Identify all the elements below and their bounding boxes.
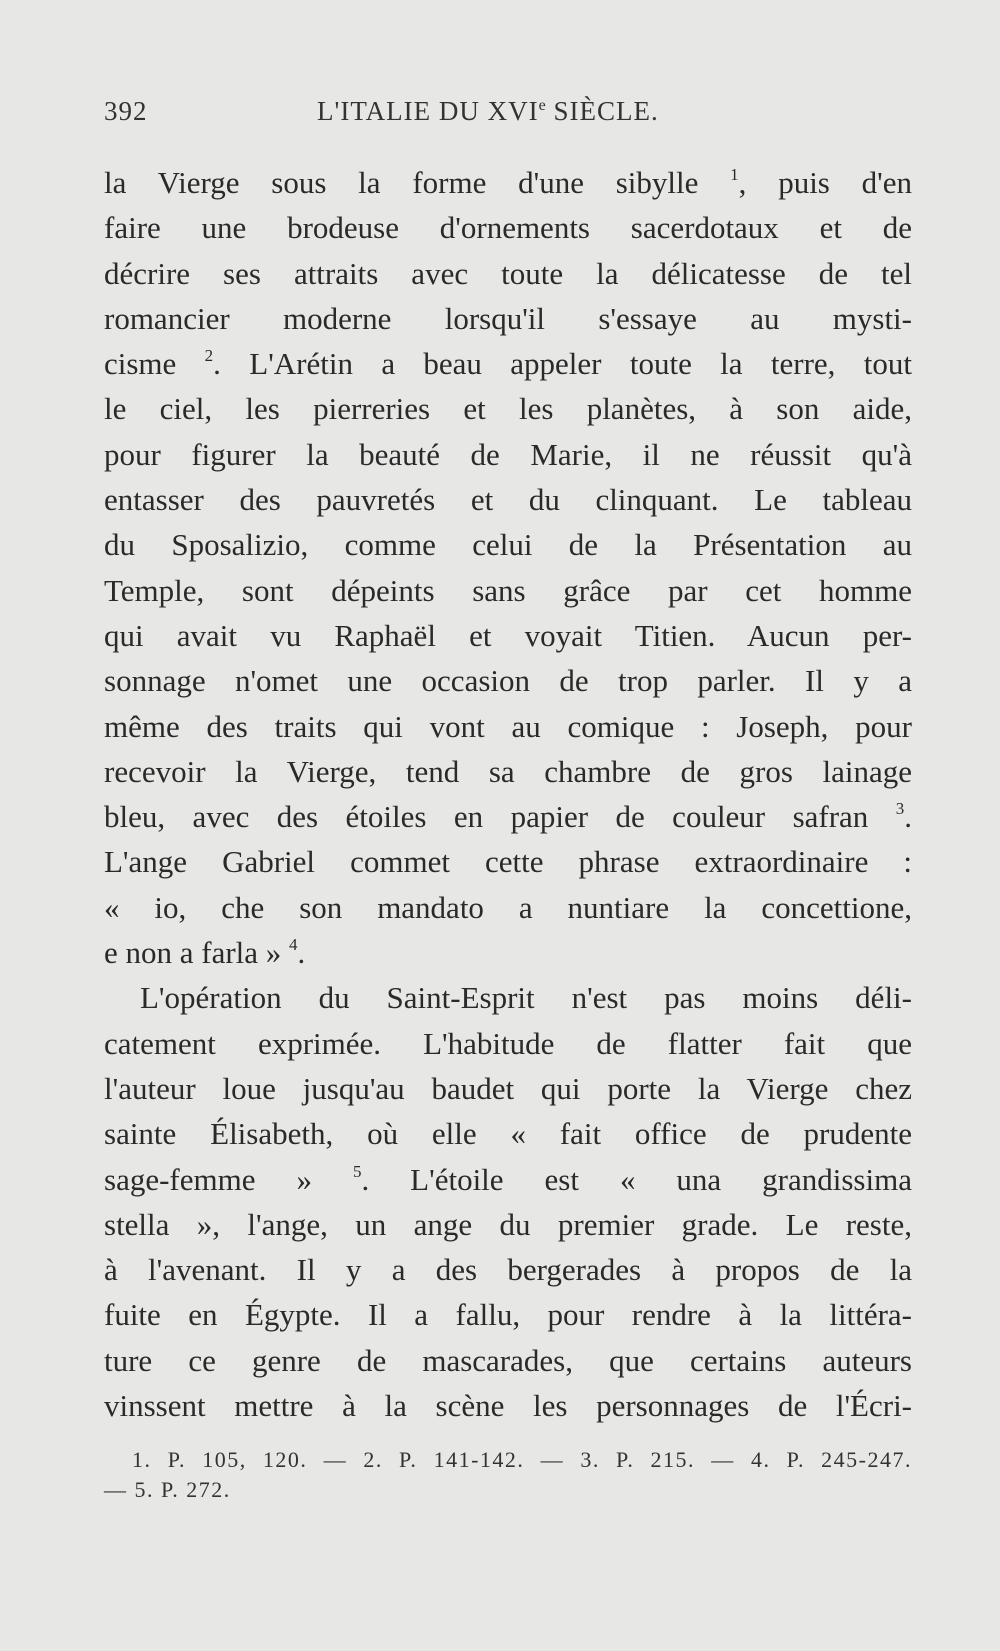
page-number: 392 bbox=[104, 96, 148, 126]
footnote-line: 1. P. 105, 120. — 2. P. 141-142. — 3. P. 215. — 4. P. 245-247. bbox=[132, 1447, 912, 1472]
text-line bbox=[104, 1157, 912, 1202]
line-text: qui avait vu Raphaël et voyait Titien. Aucun per- bbox=[104, 617, 912, 653]
text-line bbox=[104, 794, 912, 839]
line-text-continued: . L'étoile est « una grandissima bbox=[361, 1161, 912, 1197]
line-text: fuite en Égypte. Il a fallu, pour rendre à la littéra- bbox=[104, 1297, 912, 1333]
line-text: recevoir la Vierge, tend sa chambre de gros lainage bbox=[104, 753, 912, 789]
running-title-main: L'ITALIE DU XVI bbox=[317, 96, 539, 126]
running-title bbox=[317, 96, 659, 127]
text-line bbox=[104, 432, 912, 477]
text-line bbox=[104, 1021, 912, 1066]
footnote-reference: 1 bbox=[730, 165, 739, 184]
line-text: décrire ses attraits avec toute la délicatesse de tel bbox=[104, 255, 912, 291]
line-text: faire une brodeuse d'ornements sacerdotaux et de bbox=[104, 210, 912, 246]
line-text: le ciel, les pierreries et les planètes, à son aide, bbox=[104, 391, 912, 427]
text-line bbox=[104, 930, 912, 975]
footnote-line: — 5. P. 272. bbox=[104, 1477, 231, 1502]
text-line bbox=[104, 704, 912, 749]
text-line bbox=[104, 1202, 912, 1247]
line-text: stella », l'ange, un ange du premier grade. Le reste, bbox=[104, 1206, 912, 1242]
text-line bbox=[104, 1292, 912, 1337]
line-text: pour figurer la beauté de Marie, il ne réussit qu'à bbox=[104, 436, 912, 472]
text-line bbox=[104, 522, 912, 567]
text-line bbox=[104, 205, 912, 250]
body-text bbox=[104, 160, 912, 1428]
line-text: l'auteur loue jusqu'au baudet qui porte la Vierge chez bbox=[104, 1070, 912, 1106]
text-line bbox=[104, 1383, 912, 1428]
text-line bbox=[104, 386, 912, 431]
running-title-end: SIÈCLE. bbox=[545, 96, 659, 126]
line-text: vinssent mettre à la scène les personnages de l'Écri- bbox=[104, 1388, 912, 1424]
running-title-superscript: e bbox=[538, 97, 546, 114]
footnotes bbox=[104, 1445, 912, 1505]
footnote-reference: 2 bbox=[204, 346, 214, 366]
text-line bbox=[104, 341, 912, 386]
line-text: ture ce genre de mascarades, que certains auteurs bbox=[104, 1342, 912, 1378]
text-line bbox=[104, 658, 912, 703]
text-line bbox=[104, 975, 912, 1020]
running-header bbox=[104, 96, 912, 136]
line-text: du Sposalizio, comme celui de la Présentation au bbox=[104, 527, 912, 563]
line-text: bleu, avec des étoiles en papier de couleur safran bbox=[104, 799, 896, 835]
text-line bbox=[104, 1247, 912, 1292]
text-line bbox=[104, 839, 912, 884]
text-line bbox=[104, 1111, 912, 1156]
footnote-reference: 4 bbox=[289, 935, 298, 955]
line-text: la Vierge sous la forme d'une sibylle bbox=[104, 165, 731, 200]
line-text-continued: . bbox=[297, 935, 306, 971]
line-text: L'ange Gabriel commet cette phrase extraordinaire : bbox=[104, 844, 912, 880]
line-text: catement exprimée. L'habitude de flatter fait que bbox=[104, 1025, 912, 1061]
text-line bbox=[104, 613, 912, 658]
text-line bbox=[104, 1066, 912, 1111]
line-text: à l'avenant. Il y a des bergerades à propos de la bbox=[104, 1252, 912, 1288]
line-text-continued: . bbox=[904, 799, 912, 835]
text-line bbox=[104, 749, 912, 794]
text-line bbox=[104, 477, 912, 522]
text-line bbox=[104, 160, 912, 205]
text-line bbox=[104, 296, 912, 341]
line-text: entasser des pauvretés et du clinquant. Le tableau bbox=[104, 482, 912, 518]
footnote-reference: 5 bbox=[352, 1161, 362, 1181]
line-text: même des traits qui vont au comique : Joseph, pour bbox=[104, 708, 912, 744]
line-text: L'opération du Saint-Esprit n'est pas moins déli- bbox=[140, 980, 912, 1016]
footnote-reference: 3 bbox=[895, 799, 905, 819]
text-line bbox=[104, 251, 912, 296]
line-text: cisme bbox=[104, 346, 205, 382]
line-text: Temple, sont dépeints sans grâce par cet homme bbox=[104, 572, 912, 608]
text-line bbox=[104, 1338, 912, 1383]
line-text: « io, che son mandato a nuntiare la concettione, bbox=[104, 889, 912, 925]
line-text: romancier moderne lorsqu'il s'essaye au mysti- bbox=[104, 300, 912, 336]
line-text-continued: . L'Arétin a beau appeler toute la terre, tout bbox=[213, 346, 912, 382]
line-text: e non a farla » bbox=[104, 935, 290, 971]
text-line bbox=[104, 885, 912, 930]
text-line bbox=[104, 568, 912, 613]
line-text: sainte Élisabeth, où elle « fait office de prudente bbox=[104, 1116, 912, 1152]
line-text-continued: , puis d'en bbox=[738, 165, 912, 200]
line-text: sage-femme » bbox=[104, 1161, 353, 1197]
line-text: sonnage n'omet une occasion de trop parler. Il y a bbox=[104, 663, 912, 699]
